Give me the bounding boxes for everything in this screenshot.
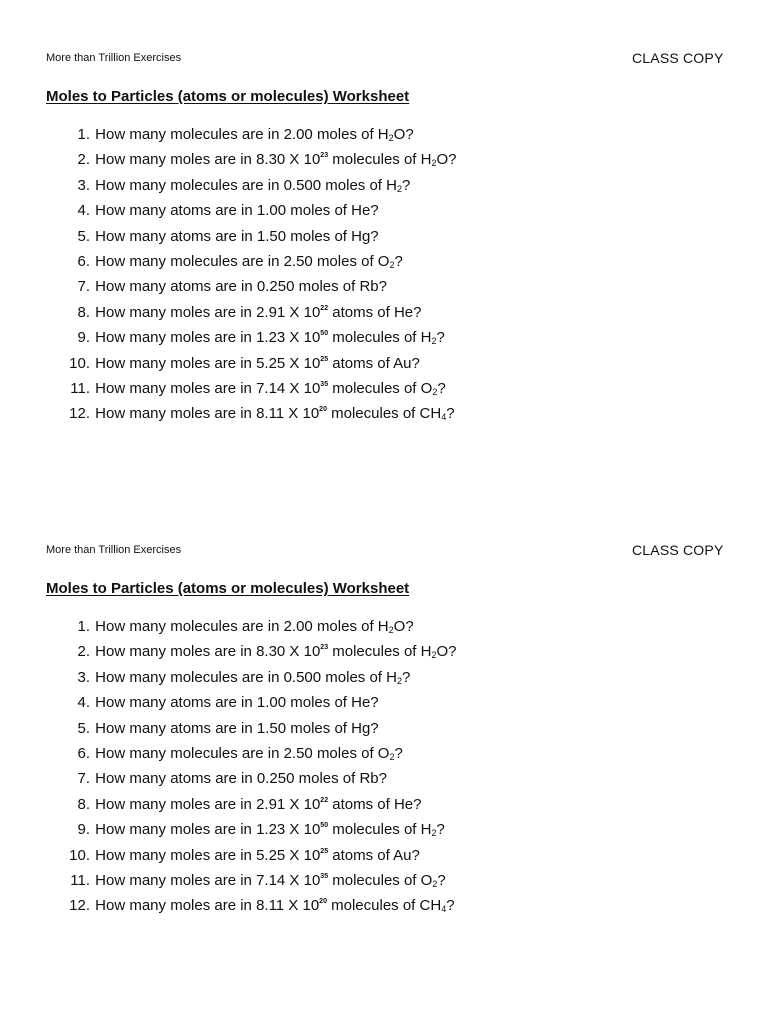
question-number: 8. bbox=[77, 795, 90, 813]
question-item bbox=[62, 378, 457, 403]
question-number: 6. bbox=[77, 252, 90, 270]
question-number: 7. bbox=[77, 770, 90, 788]
question-number: 10. bbox=[69, 354, 90, 372]
question-item bbox=[62, 819, 457, 844]
question-item bbox=[62, 692, 457, 717]
question-text: O? bbox=[436, 643, 457, 661]
question-item bbox=[62, 175, 457, 200]
question-text: How many moles are in 1.23 X 10 bbox=[95, 329, 321, 347]
subscript: 2 bbox=[389, 259, 395, 270]
question-text: How many atoms are in 1.50 moles of Hg? bbox=[95, 227, 379, 245]
subscript: 2 bbox=[431, 650, 437, 661]
question-number: 4. bbox=[77, 202, 90, 220]
question-text: atoms of He? bbox=[328, 303, 422, 321]
question-item bbox=[62, 616, 457, 641]
subscript: 2 bbox=[432, 878, 438, 889]
question-item bbox=[62, 794, 457, 819]
question-number: 8. bbox=[77, 303, 90, 321]
question-text: molecules of CH bbox=[326, 897, 442, 915]
worksheet-title: Moles to Particles (atoms or molecules) Worksheet bbox=[46, 88, 410, 105]
question-number: 3. bbox=[77, 668, 90, 686]
question-text: How many moles are in 8.11 X 10 bbox=[95, 897, 320, 915]
question-item bbox=[62, 302, 457, 327]
question-text: O? bbox=[436, 151, 457, 169]
question-number: 11. bbox=[70, 871, 90, 889]
question-number: 1. bbox=[77, 618, 90, 635]
question-text: atoms of Au? bbox=[328, 846, 420, 864]
exponent: 25 bbox=[320, 355, 329, 363]
worksheet-copy bbox=[0, 492, 768, 915]
question-text: How many moles are in 2.91 X 10 bbox=[95, 303, 321, 321]
exponent: 22 bbox=[320, 796, 329, 804]
question-item bbox=[62, 403, 457, 428]
exponent: 23 bbox=[320, 152, 329, 160]
question-item bbox=[62, 768, 457, 793]
question-text: ? bbox=[402, 668, 411, 686]
question-number: 6. bbox=[77, 744, 90, 762]
question-text: molecules of H bbox=[328, 329, 432, 347]
question-item bbox=[62, 641, 457, 666]
exponent: 50 bbox=[320, 330, 329, 338]
question-text: How many moles are in 8.11 X 10 bbox=[95, 405, 320, 423]
question-text: ? bbox=[437, 871, 446, 889]
question-number: 1. bbox=[77, 126, 90, 143]
question-number: 12. bbox=[69, 897, 90, 915]
question-item bbox=[62, 667, 457, 692]
question-item bbox=[62, 251, 457, 276]
question-text: atoms of He? bbox=[328, 795, 422, 813]
subscript: 4 bbox=[441, 904, 447, 915]
question-text: How many moles are in 8.30 X 10 bbox=[95, 151, 321, 169]
question-text: molecules of H bbox=[328, 821, 432, 839]
question-text: How many atoms are in 0.250 moles of Rb? bbox=[95, 770, 387, 788]
question-item bbox=[62, 895, 457, 920]
exponent: 23 bbox=[320, 644, 329, 652]
exponent: 25 bbox=[320, 847, 329, 855]
question-number: 7. bbox=[77, 278, 90, 296]
question-text: How many atoms are in 1.00 moles of He? bbox=[95, 202, 379, 220]
subscript: 2 bbox=[432, 386, 438, 397]
subscript: 2 bbox=[388, 133, 394, 143]
exponent: 50 bbox=[320, 822, 329, 830]
question-number: 9. bbox=[77, 821, 90, 839]
question-text: O? bbox=[393, 126, 414, 143]
question-number: 2. bbox=[77, 151, 90, 169]
source-label: More than Trillion Exercises bbox=[46, 544, 182, 556]
question-text: ? bbox=[402, 176, 411, 194]
question-number: 11. bbox=[70, 379, 90, 397]
question-text: ? bbox=[437, 379, 446, 397]
subscript: 4 bbox=[441, 412, 447, 423]
question-number: 2. bbox=[77, 643, 90, 661]
question-text: How many moles are in 7.14 X 10 bbox=[95, 379, 321, 397]
question-number: 12. bbox=[69, 405, 90, 423]
question-text: ? bbox=[436, 821, 445, 839]
class-copy-label: CLASS COPY bbox=[632, 542, 724, 558]
subscript: 2 bbox=[431, 828, 437, 839]
subscript: 2 bbox=[431, 336, 437, 347]
question-text: molecules of H bbox=[328, 151, 432, 169]
question-number: 4. bbox=[77, 694, 90, 712]
question-number: 9. bbox=[77, 329, 90, 347]
question-text: How many molecules are in 2.00 moles of H bbox=[95, 126, 389, 143]
question-number: 5. bbox=[77, 227, 90, 245]
question-item bbox=[62, 327, 457, 352]
class-copy-label: CLASS COPY bbox=[632, 50, 724, 66]
question-text: molecules of CH bbox=[326, 405, 442, 423]
question-item bbox=[62, 845, 457, 870]
question-text: How many molecules are in 2.00 moles of H bbox=[95, 618, 389, 635]
worksheet-title: Moles to Particles (atoms or molecules) Worksheet bbox=[46, 580, 410, 597]
question-text: How many atoms are in 0.250 moles of Rb? bbox=[95, 278, 387, 296]
question-text: How many moles are in 7.14 X 10 bbox=[95, 871, 321, 889]
exponent: 35 bbox=[320, 872, 329, 880]
question-item bbox=[62, 226, 457, 251]
question-item bbox=[62, 124, 457, 149]
subscript: 2 bbox=[389, 751, 395, 762]
question-text: O? bbox=[393, 618, 414, 635]
question-text: How many moles are in 8.30 X 10 bbox=[95, 643, 321, 661]
question-list bbox=[62, 616, 457, 921]
question-item bbox=[62, 870, 457, 895]
question-text: How many atoms are in 1.50 moles of Hg? bbox=[95, 719, 379, 737]
question-text: ? bbox=[436, 329, 445, 347]
worksheet-copy bbox=[0, 0, 768, 423]
subscript: 2 bbox=[388, 625, 394, 635]
exponent: 20 bbox=[319, 406, 327, 414]
exponent: 20 bbox=[319, 898, 327, 906]
question-text: How many atoms are in 1.00 moles of He? bbox=[95, 694, 379, 712]
exponent: 35 bbox=[320, 380, 329, 388]
question-text: How many moles are in 2.91 X 10 bbox=[95, 795, 321, 813]
question-item bbox=[62, 743, 457, 768]
question-item bbox=[62, 718, 457, 743]
question-number: 3. bbox=[77, 176, 90, 194]
question-list bbox=[62, 124, 457, 429]
question-number: 5. bbox=[77, 719, 90, 737]
question-item bbox=[62, 200, 457, 225]
question-text: How many molecules are in 2.50 moles of O bbox=[95, 744, 390, 762]
question-text: ? bbox=[394, 252, 403, 270]
subscript: 2 bbox=[431, 158, 437, 169]
question-text: molecules of O bbox=[328, 871, 433, 889]
question-text: ? bbox=[446, 897, 455, 915]
question-text: atoms of Au? bbox=[328, 354, 420, 372]
subscript: 2 bbox=[396, 675, 402, 686]
subscript: 2 bbox=[396, 183, 402, 194]
exponent: 22 bbox=[320, 304, 329, 312]
question-text: molecules of H bbox=[328, 643, 432, 661]
question-text: How many molecules are in 0.500 moles of H bbox=[95, 668, 397, 686]
question-text: How many moles are in 5.25 X 10 bbox=[95, 846, 321, 864]
question-text: ? bbox=[446, 405, 455, 423]
question-text: How many molecules are in 0.500 moles of H bbox=[95, 176, 397, 194]
question-number: 10. bbox=[69, 846, 90, 864]
question-text: How many molecules are in 2.50 moles of O bbox=[95, 252, 390, 270]
question-item bbox=[62, 149, 457, 174]
question-item bbox=[62, 276, 457, 301]
question-text: molecules of O bbox=[328, 379, 433, 397]
question-text: ? bbox=[394, 744, 403, 762]
source-label: More than Trillion Exercises bbox=[46, 52, 182, 64]
question-item bbox=[62, 353, 457, 378]
question-text: How many moles are in 5.25 X 10 bbox=[95, 354, 321, 372]
question-text: How many moles are in 1.23 X 10 bbox=[95, 821, 321, 839]
